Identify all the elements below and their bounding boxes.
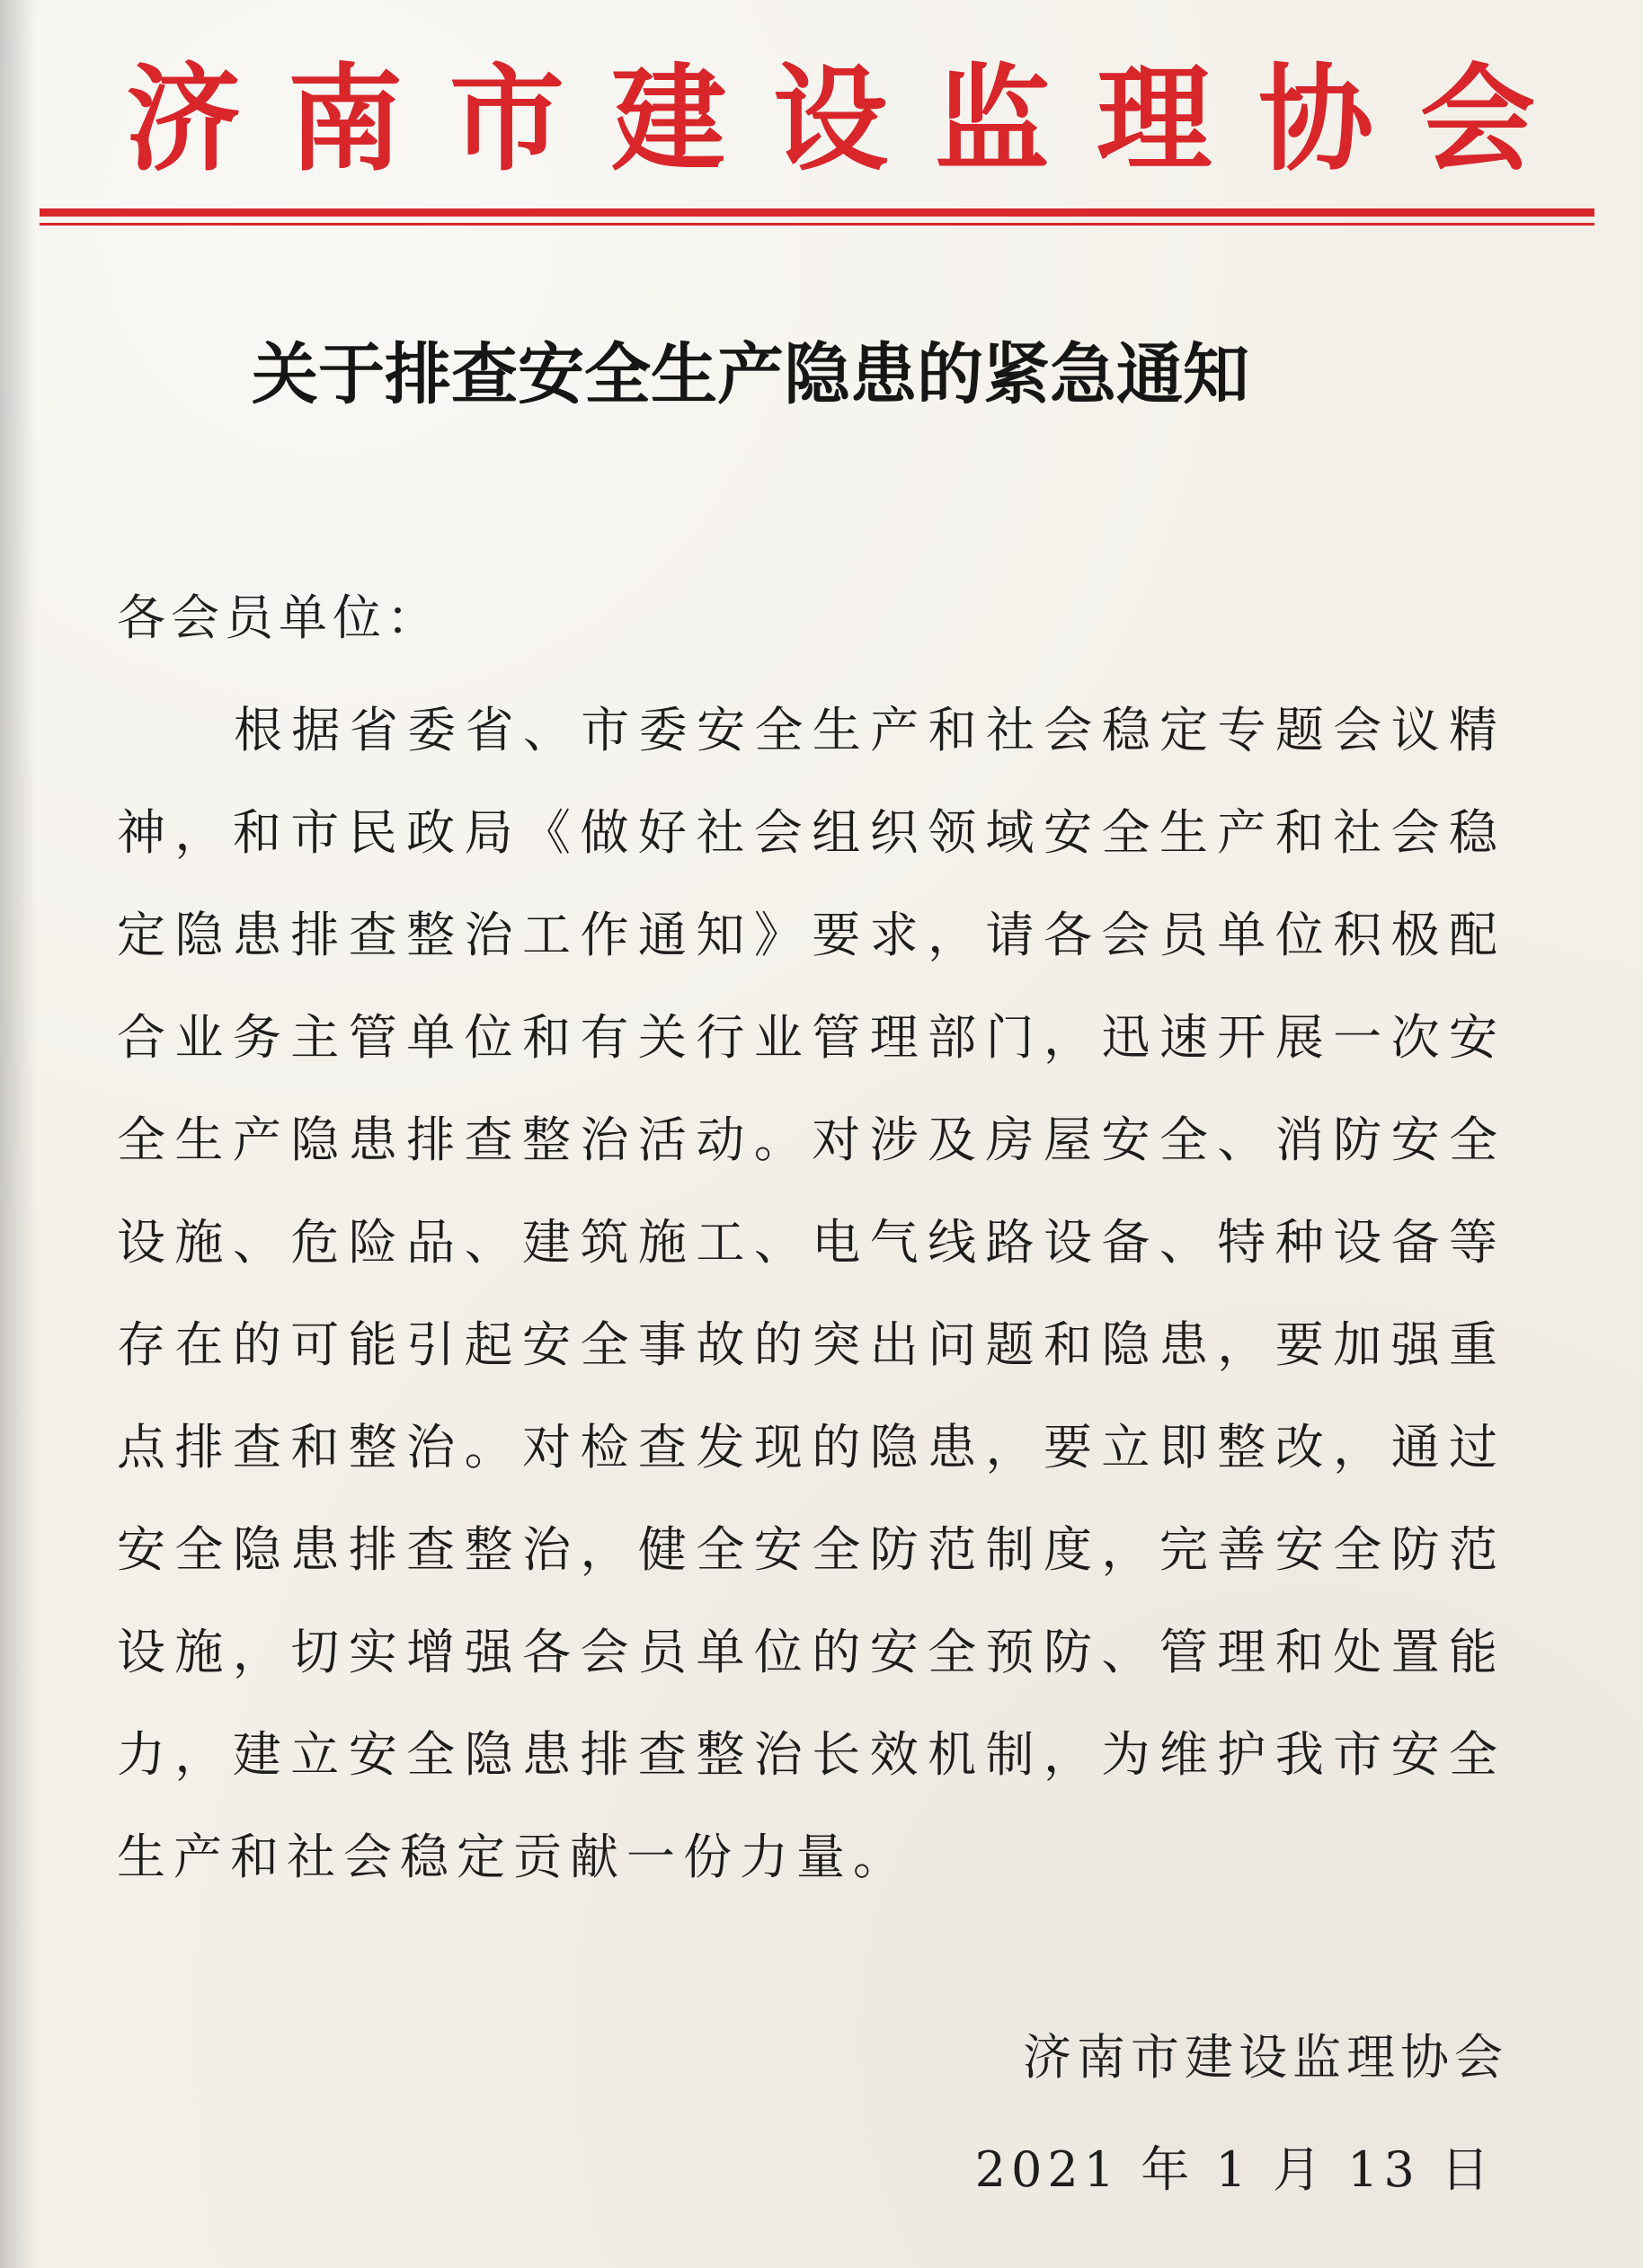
letterhead-divider-thick — [40, 208, 1594, 217]
notice-title: 关于排查安全生产隐患的紧急通知 — [252, 336, 1249, 413]
scan-edge-shadow — [0, 0, 36, 2268]
notice-salutation: 各会员单位： — [117, 589, 440, 646]
letterhead-org-name: 济南市建设监理协会 — [126, 52, 1583, 187]
signature-date: 2021 年 1 月 13 日 — [974, 2141, 1495, 2198]
notice-body: 根据省委省、市委安全生产和社会稳定专题会议精神，和市民政局《做好社会组织领域安全生产和社会稳定隐患排查整治工作通知》要求，请各会员单位积极配合业务主管单位和有关行业管理部门，迅速开展一次安全生产隐患排查整治活动。对涉及房屋安全、消防安全设施、危险品、建筑施工、电气线路设备、特种设备等存在的可能引起安全事故的突出问题和隐患，要加强重点排查和整治。对检查发现的隐患，要立即整改，通过安全隐患排查整治，健全安全防范制度，完善安全防范设施，切实增强各会员单位的安全预防、管理和处置能力，建立安全隐患排查整治长效机制，为维护我市安全生产和社会稳定贡献一份力量。 — [117, 702, 1505, 1885]
letterhead-divider-thin — [40, 223, 1594, 226]
signature-org-name: 济南市建设监理协会 — [1023, 2029, 1508, 2086]
